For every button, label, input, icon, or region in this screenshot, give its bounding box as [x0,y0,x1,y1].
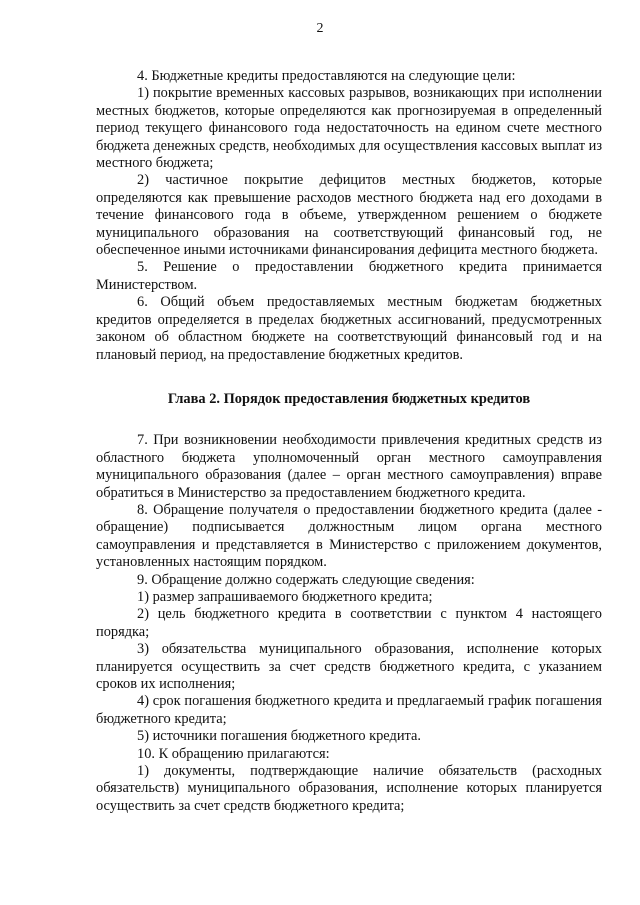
paragraph-item-6: 6. Общий объем предоставляемых местным бюджетам бюджетных кредитов определяется в пределах бюджетных ассигнований, предусмотренных законом об областном бюджете на соответствующий финансовый год и на плановый период, на предоставление бюджетных кредитов. [96,294,602,363]
paragraph-item-10: 10. К обращению прилагаются: [137,745,330,762]
paragraph-item-9-4: 4) срок погашения бюджетного кредита и предлагаемый график погашения бюджетного кредита; [96,693,602,727]
page-number: 2 [316,21,324,36]
paragraph-item-4-2: 2) частичное покрытие дефицитов местных бюджетов, которые определяются как превышение расходов местного бюджета над его доходами в течение финансового года в объеме, утвержденном решением о бюджете муниципального образования на соответствующий финансовый год, не обеспеченное иными источниками финансирования дефицита местного бюджета. [96,172,602,259]
paragraph-item-9-5: 5) источники погашения бюджетного кредита. [137,728,421,745]
paragraph-item-9-2: 2) цель бюджетного кредита в соответствии с пунктом 4 настоящего порядка; [96,606,602,640]
paragraph-item-8: 8. Обращение получателя о предоставлении бюджетного кредита (далее - обращение) подписывается должностным лицом органа местного самоуправления и представляется в Министерство с приложением документов, установленных настоящим порядком. [96,501,602,571]
document-body [96,68,602,815]
paragraph-item-10-1: 1) документы, подтверждающие наличие обязательств (расходных обязательств) муниципального образования, исполнение которых планируется осуществить за счет средств бюджетного кредита; [96,763,602,814]
paragraph-item-7: 7. При возникновении необходимости привлечения кредитных средств из областного бюджета уполномоченный орган местного самоуправления муниципального образования (далее – орган местного самоуправления) вправе обратиться в Министерство за предоставлением бюджетного кредита. [96,432,602,501]
paragraph-item-9: 9. Обращение должно содержать следующие сведения: [137,571,475,588]
paragraph-item-4: 4. Бюджетные кредиты предоставляются на следующие цели: [137,68,516,84]
paragraph-item-9-3: 3) обязательства муниципального образования, исполнение которых планируется осуществить за счет средств бюджетного кредита, с указанием сроков их исполнения; [96,641,602,692]
paragraph-item-9-1: 1) размер запрашиваемого бюджетного кредита; [137,588,433,605]
chapter-heading: Глава 2. Порядок предоставления бюджетных кредитов [167,390,531,407]
paragraph-item-4-1: 1) покрытие временных кассовых разрывов, возникающих при исполнении местных бюджетов, которые определяются как прогнозируемая в определенный период текущего финансового года недостаточность на едином счете местного бюджета денежных средств, необходимых для осуществления кассовых выплат из местного бюджета; [96,85,602,172]
paragraph-item-5: 5. Решение о предоставлении бюджетного кредита принимается Министерством. [96,259,602,293]
